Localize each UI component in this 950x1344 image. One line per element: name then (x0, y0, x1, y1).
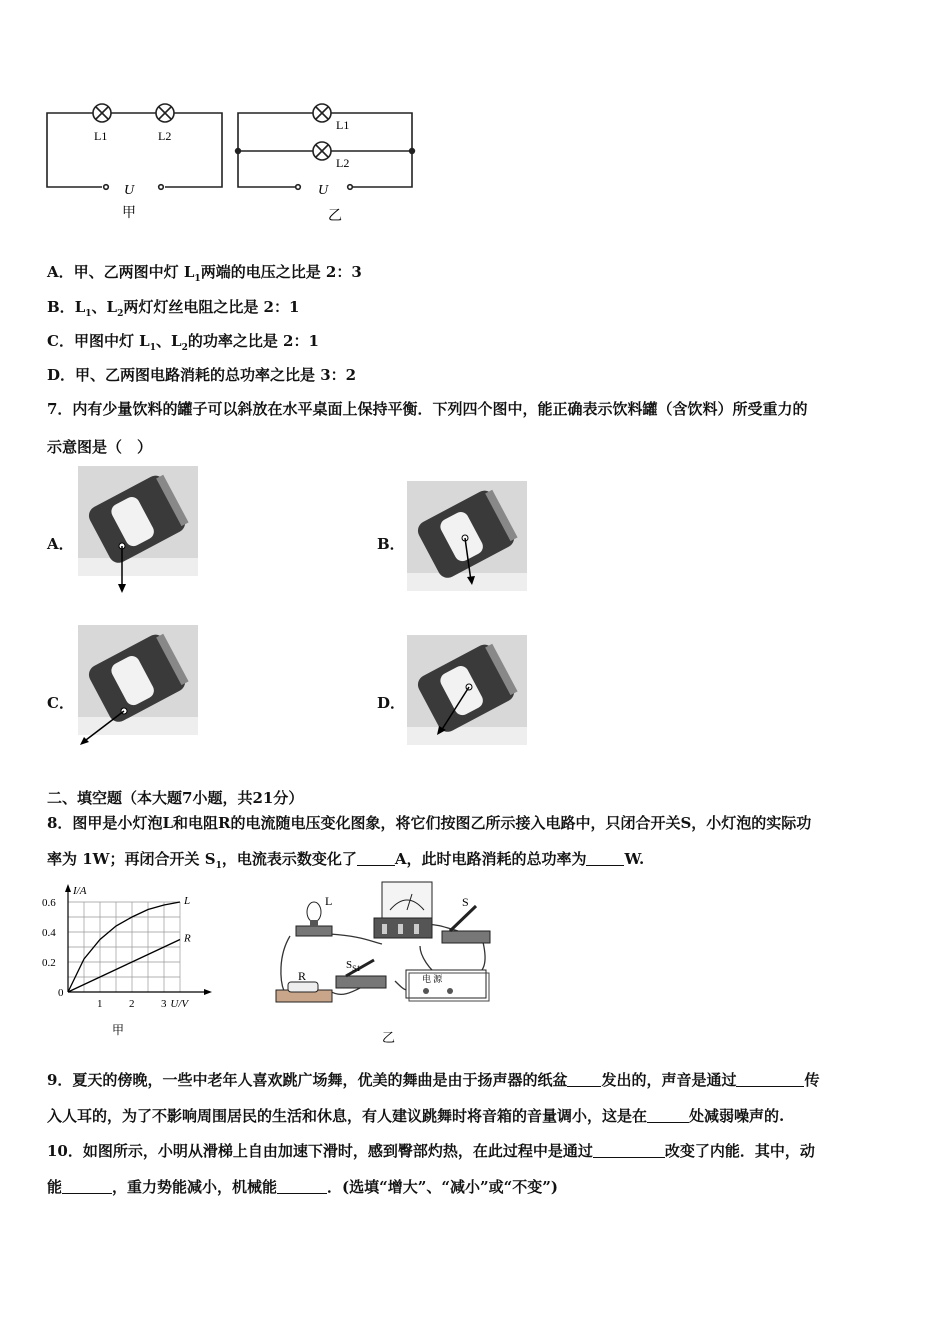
jia-l2-label: L2 (158, 129, 172, 143)
circuit-diagrams (40, 95, 430, 235)
q8-power-source (406, 970, 489, 1001)
q10-blank-1 (593, 1143, 665, 1158)
chart-y-tick-label: 0.2 (42, 957, 56, 969)
chart-y-arrow (65, 884, 71, 892)
q8-iv-chart (40, 882, 225, 1042)
q8-switch-s1 (336, 960, 386, 988)
q10-text-line2: 能 ，重力势能减小，机械能 ．(选填“增大”、“减小”或“不变”) (47, 1178, 558, 1196)
q7-option-c-image (78, 625, 200, 753)
q9-blank-3 (647, 1108, 689, 1123)
q8-lamp-label: L (325, 894, 333, 908)
chart-figure-label: 甲 (112, 1023, 125, 1037)
q9-blank-1 (567, 1072, 601, 1087)
circuit-jia (47, 104, 222, 189)
q7-option-b-label: B． (377, 535, 405, 553)
q6-option-a: A．甲、乙两图中灯 $L_1$两端的电压之比是 2：3 (47, 263, 362, 284)
q6-option-d: D．甲、乙两图电路消耗的总功率之比是 3：2 (47, 366, 357, 384)
chart-y-tick-label: 0.4 (42, 927, 56, 939)
q8-switch-s1-label: $S_{S1}$ (346, 959, 361, 973)
q8-ammeter (374, 882, 432, 938)
chart-series-label-l: L (184, 895, 191, 907)
q9-text-line2: 入人耳的，为了不影响周围居民的生活和休息，有人建议跳舞时将音箱的音量调小，这是在 处减弱噪声的. (47, 1107, 785, 1125)
chart-x-tick-label: 3 (161, 998, 167, 1010)
chart-x-axis-label: U/V (170, 998, 189, 1010)
jia-l1-label: L1 (94, 129, 108, 143)
q10-blank-3 (277, 1179, 327, 1194)
chart-x-tick-label: 1 (97, 998, 103, 1010)
q9-blank-2 (736, 1072, 804, 1087)
q9-text-line1: 9．夏天的傍晚，一些中老年人喜欢跳广场舞，优美的舞曲是由于扬声器的纸盆 发出的，声音是通过 传 (47, 1071, 820, 1089)
yi-figure-label: 乙 (328, 209, 342, 224)
q8-blank-2 (586, 851, 624, 866)
jia-figure-label: 甲 (122, 206, 136, 221)
q7-text-line2: 示意图是（ ） (47, 438, 153, 456)
q8-text-line1: 8．图甲是小灯泡L和电阻R的电流随电压变化图象，将它们按图乙所示接入电路中，只闭合开关S，小灯泡的实际功 (47, 814, 812, 832)
q6-option-c: C．甲图中灯 $L_1$、$L_2$的功率之比是 2：1 (47, 332, 319, 353)
chart-labels (42, 885, 191, 1037)
section2-heading: 二、填空题（本大题7小题，共21分） (47, 789, 304, 807)
q6-option-b: B．$L_1$、$L_2$两灯灯丝电阻之比是 2：1 (47, 298, 300, 319)
q10-text-line1: 10．如图所示，小明从滑梯上自由加速下滑时，感到臀部灼热，在此过程中是通过 改变了内能．其中，动 (47, 1142, 815, 1160)
q7-option-a-label: A． (47, 535, 74, 553)
q8-blank-1 (357, 851, 395, 866)
q8-resistor-r (276, 982, 332, 1002)
q8-source-label: 电 源 (422, 974, 443, 984)
q8-circuit-photo (270, 876, 500, 1046)
yi-l1-label: L1 (336, 118, 350, 132)
q7-text-line1: 7．内有少量饮料的罐子可以斜放在水平桌面上保持平衡．下列四个图中，能正确表示饮料罐（含饮料）所受重力的 (47, 400, 808, 418)
yi-l2-label: L2 (336, 156, 350, 170)
chart-series-r (68, 940, 180, 993)
q8-resistor-label: R (298, 969, 307, 983)
q10-blank-2 (62, 1179, 112, 1194)
chart-y-tick-label: 0.6 (42, 897, 56, 909)
yi-source-label: U (318, 183, 329, 198)
circuit-yi (236, 104, 415, 189)
chart-y-axis-label: I/A (73, 885, 87, 897)
q7-option-d-label: D． (377, 694, 406, 712)
q8-text-line2: 率为 1W；再闭合开关 $S_1$，电流表示数变化了 A，此时电路消耗的总功率为 W. (47, 850, 645, 871)
q8-switch-s (442, 906, 490, 943)
q7-option-b-image (407, 481, 529, 591)
chart-series-label-r: R (184, 932, 191, 945)
q7-option-a-image (78, 466, 200, 596)
chart-x-arrow (204, 989, 212, 995)
q7-option-c-label: C． (47, 694, 74, 712)
q8-switch-s-label: S (462, 895, 469, 909)
q8-circuit-figure-label: 乙 (382, 1030, 396, 1045)
chart-origin-label: 0 (58, 987, 64, 999)
q7-option-d-image (407, 635, 529, 747)
chart-x-tick-label: 2 (129, 998, 135, 1010)
jia-source-label: U (124, 183, 135, 198)
